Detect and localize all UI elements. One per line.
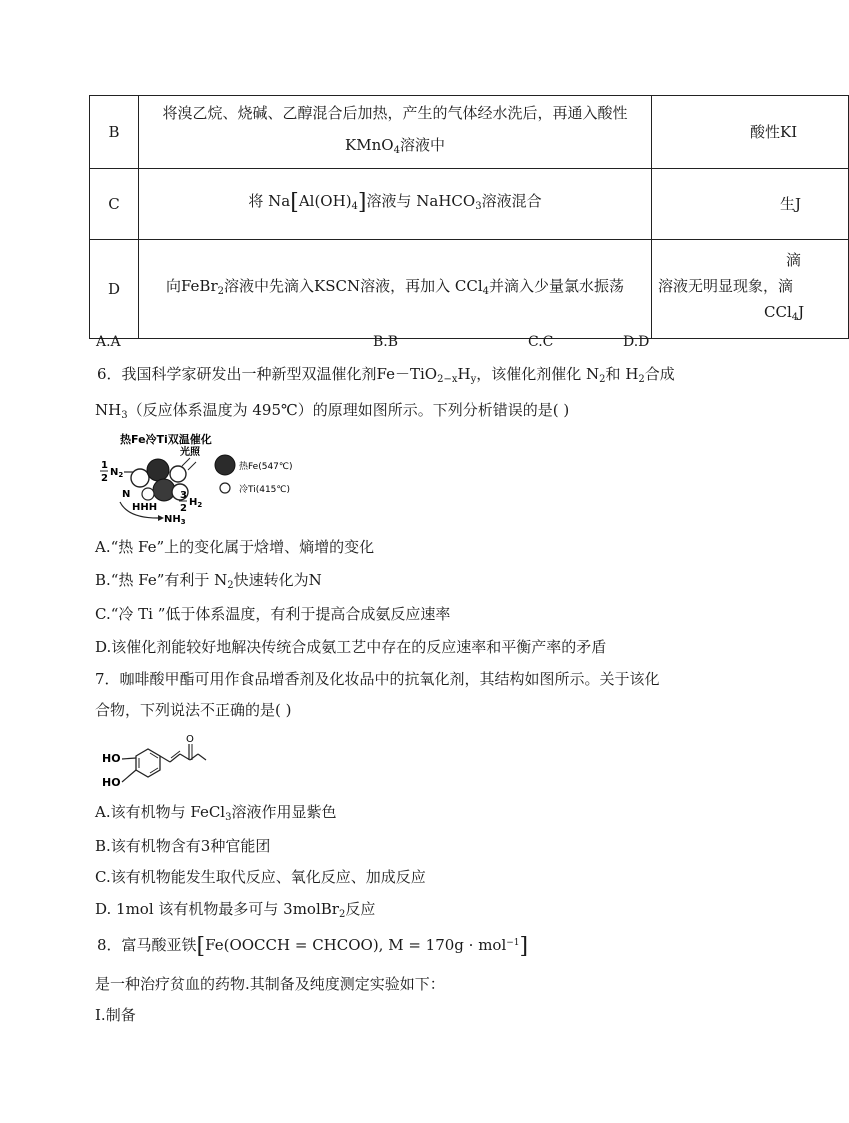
q6-option-a[interactable]: A.“热 Fe”上的变化属于焓增、熵增的变化 xyxy=(95,538,375,556)
q7-option-a[interactable]: A.该有机物与 FeCl$_3$溶液作用显紫色 xyxy=(95,803,337,823)
operation-text: KMnO$_4$溶液中 xyxy=(345,136,445,156)
catalysis-diagram xyxy=(98,430,308,526)
q7-option-b[interactable]: B.该有机物含有3种官能团 xyxy=(95,837,271,855)
nh3-label: $NH_3$ xyxy=(164,514,186,526)
row-label: C xyxy=(90,169,139,240)
ti-atom xyxy=(142,488,154,500)
ho-label-1: HO xyxy=(102,752,121,765)
q6-stem-cont: $NH_3$（反应体系温度为 495℃）的原理如图所示。下列分析错误的是( ) xyxy=(95,401,570,421)
q6-option-c[interactable]: C.“冷 Ti ”低于体系温度，有利于提高合成氨反应速率 xyxy=(95,605,451,623)
experiment-table xyxy=(89,95,849,339)
svg-text:2: 2 xyxy=(180,503,187,514)
phenomenon-cell: 滴 溶液无明显现象，滴 CCl$_4$J xyxy=(652,240,849,339)
svg-text:HHH: HHH xyxy=(132,502,158,513)
legend-fe-marker xyxy=(215,455,235,475)
operation-cell xyxy=(139,96,652,169)
q8-stem-cont: 是一种治疗贫血的药物.其制备及纯度测定实验如下： xyxy=(95,975,445,993)
option-a[interactable]: A.A xyxy=(96,334,121,350)
benzene-ring xyxy=(136,749,160,777)
option-d[interactable]: D.D xyxy=(623,334,650,350)
legend-fe-label: 热Fe(547℃) xyxy=(239,462,293,472)
phenomenon-cell: 生J xyxy=(652,169,849,240)
formula: Fe(OOCCH = CHCOO), M = 170g · mol xyxy=(205,936,507,954)
diagram-title: 热Fe冷Ti双温催化 xyxy=(120,433,212,446)
operation-text: 将溴乙烷、烧碱、乙醇混合后加热，产生的气体经水洗后，再通入酸性 xyxy=(162,104,628,122)
h2-label: $H_2$ xyxy=(189,497,203,509)
section-heading: Ⅰ.制备 xyxy=(95,1006,136,1024)
row-label: B xyxy=(90,96,139,169)
phenomenon-cell: 酸性KI xyxy=(652,96,849,169)
molecule-structure xyxy=(100,730,210,792)
row-label: D xyxy=(90,240,139,339)
q6-stem: 6．我国科学家研发出一种新型双温催化剂$Fe-TiO_{2-x}H_y$，该催化剂催化 $N_2$和 $H_2$合成 xyxy=(97,365,675,385)
legend-ti-marker xyxy=(220,483,230,493)
q6-option-d[interactable]: D.该催化剂能较好地解决传统合成氨工艺中存在的反应速率和平衡产率的矛盾 xyxy=(95,638,607,656)
ti-atom xyxy=(170,466,186,482)
option-b[interactable]: B.B xyxy=(373,334,399,350)
q8-stem: 8．富马酸亚铁[Fe(OOCCH = CHCOO), M = 170g · mol$^{-1}$] xyxy=(97,934,529,959)
svg-text:1: 1 xyxy=(101,460,108,471)
operation-cell: 将 $Na[Al(OH)_4]$溶液与 NaHCO$_3$溶液混合 xyxy=(139,169,652,240)
svg-text:2: 2 xyxy=(101,473,108,484)
svg-text:N: N xyxy=(122,489,131,500)
svg-text:3: 3 xyxy=(180,490,187,501)
operation-cell: 向FeBr$_2$溶液中先滴入KSCN溶液，再加入 CCl$_4$并滴入少量氯水振荡 xyxy=(139,240,652,339)
q6-option-b[interactable]: B.“热 Fe”有利于 $N_2$快速转化为N xyxy=(95,571,322,591)
q7-option-d[interactable]: D. 1mol 该有机物最多可与 3molBr$_2$反应 xyxy=(95,900,376,920)
q7-stem-cont: 合物，下列说法不正确的是( ) xyxy=(95,701,292,719)
table-row xyxy=(90,240,849,339)
n2-label: $N_2$ xyxy=(110,467,124,479)
q7-stem: 7．咖啡酸甲酯可用作食品增香剂及化妆品中的抗氧化剂，其结构如图所示。关于该化 xyxy=(95,670,660,688)
ti-atom xyxy=(131,469,149,487)
fe-atom xyxy=(147,459,169,481)
table-row xyxy=(90,169,849,240)
option-c[interactable]: C.C xyxy=(528,334,554,350)
ho-label-2: HO xyxy=(102,776,121,789)
light-label: 光照 xyxy=(180,447,200,458)
q7-option-c[interactable]: C.该有机物能发生取代反应、氧化反应、加成反应 xyxy=(95,868,426,886)
carbonyl-o: O xyxy=(186,734,194,745)
legend-ti-label: 冷Ti(415℃) xyxy=(239,485,291,495)
table-row xyxy=(90,96,849,169)
